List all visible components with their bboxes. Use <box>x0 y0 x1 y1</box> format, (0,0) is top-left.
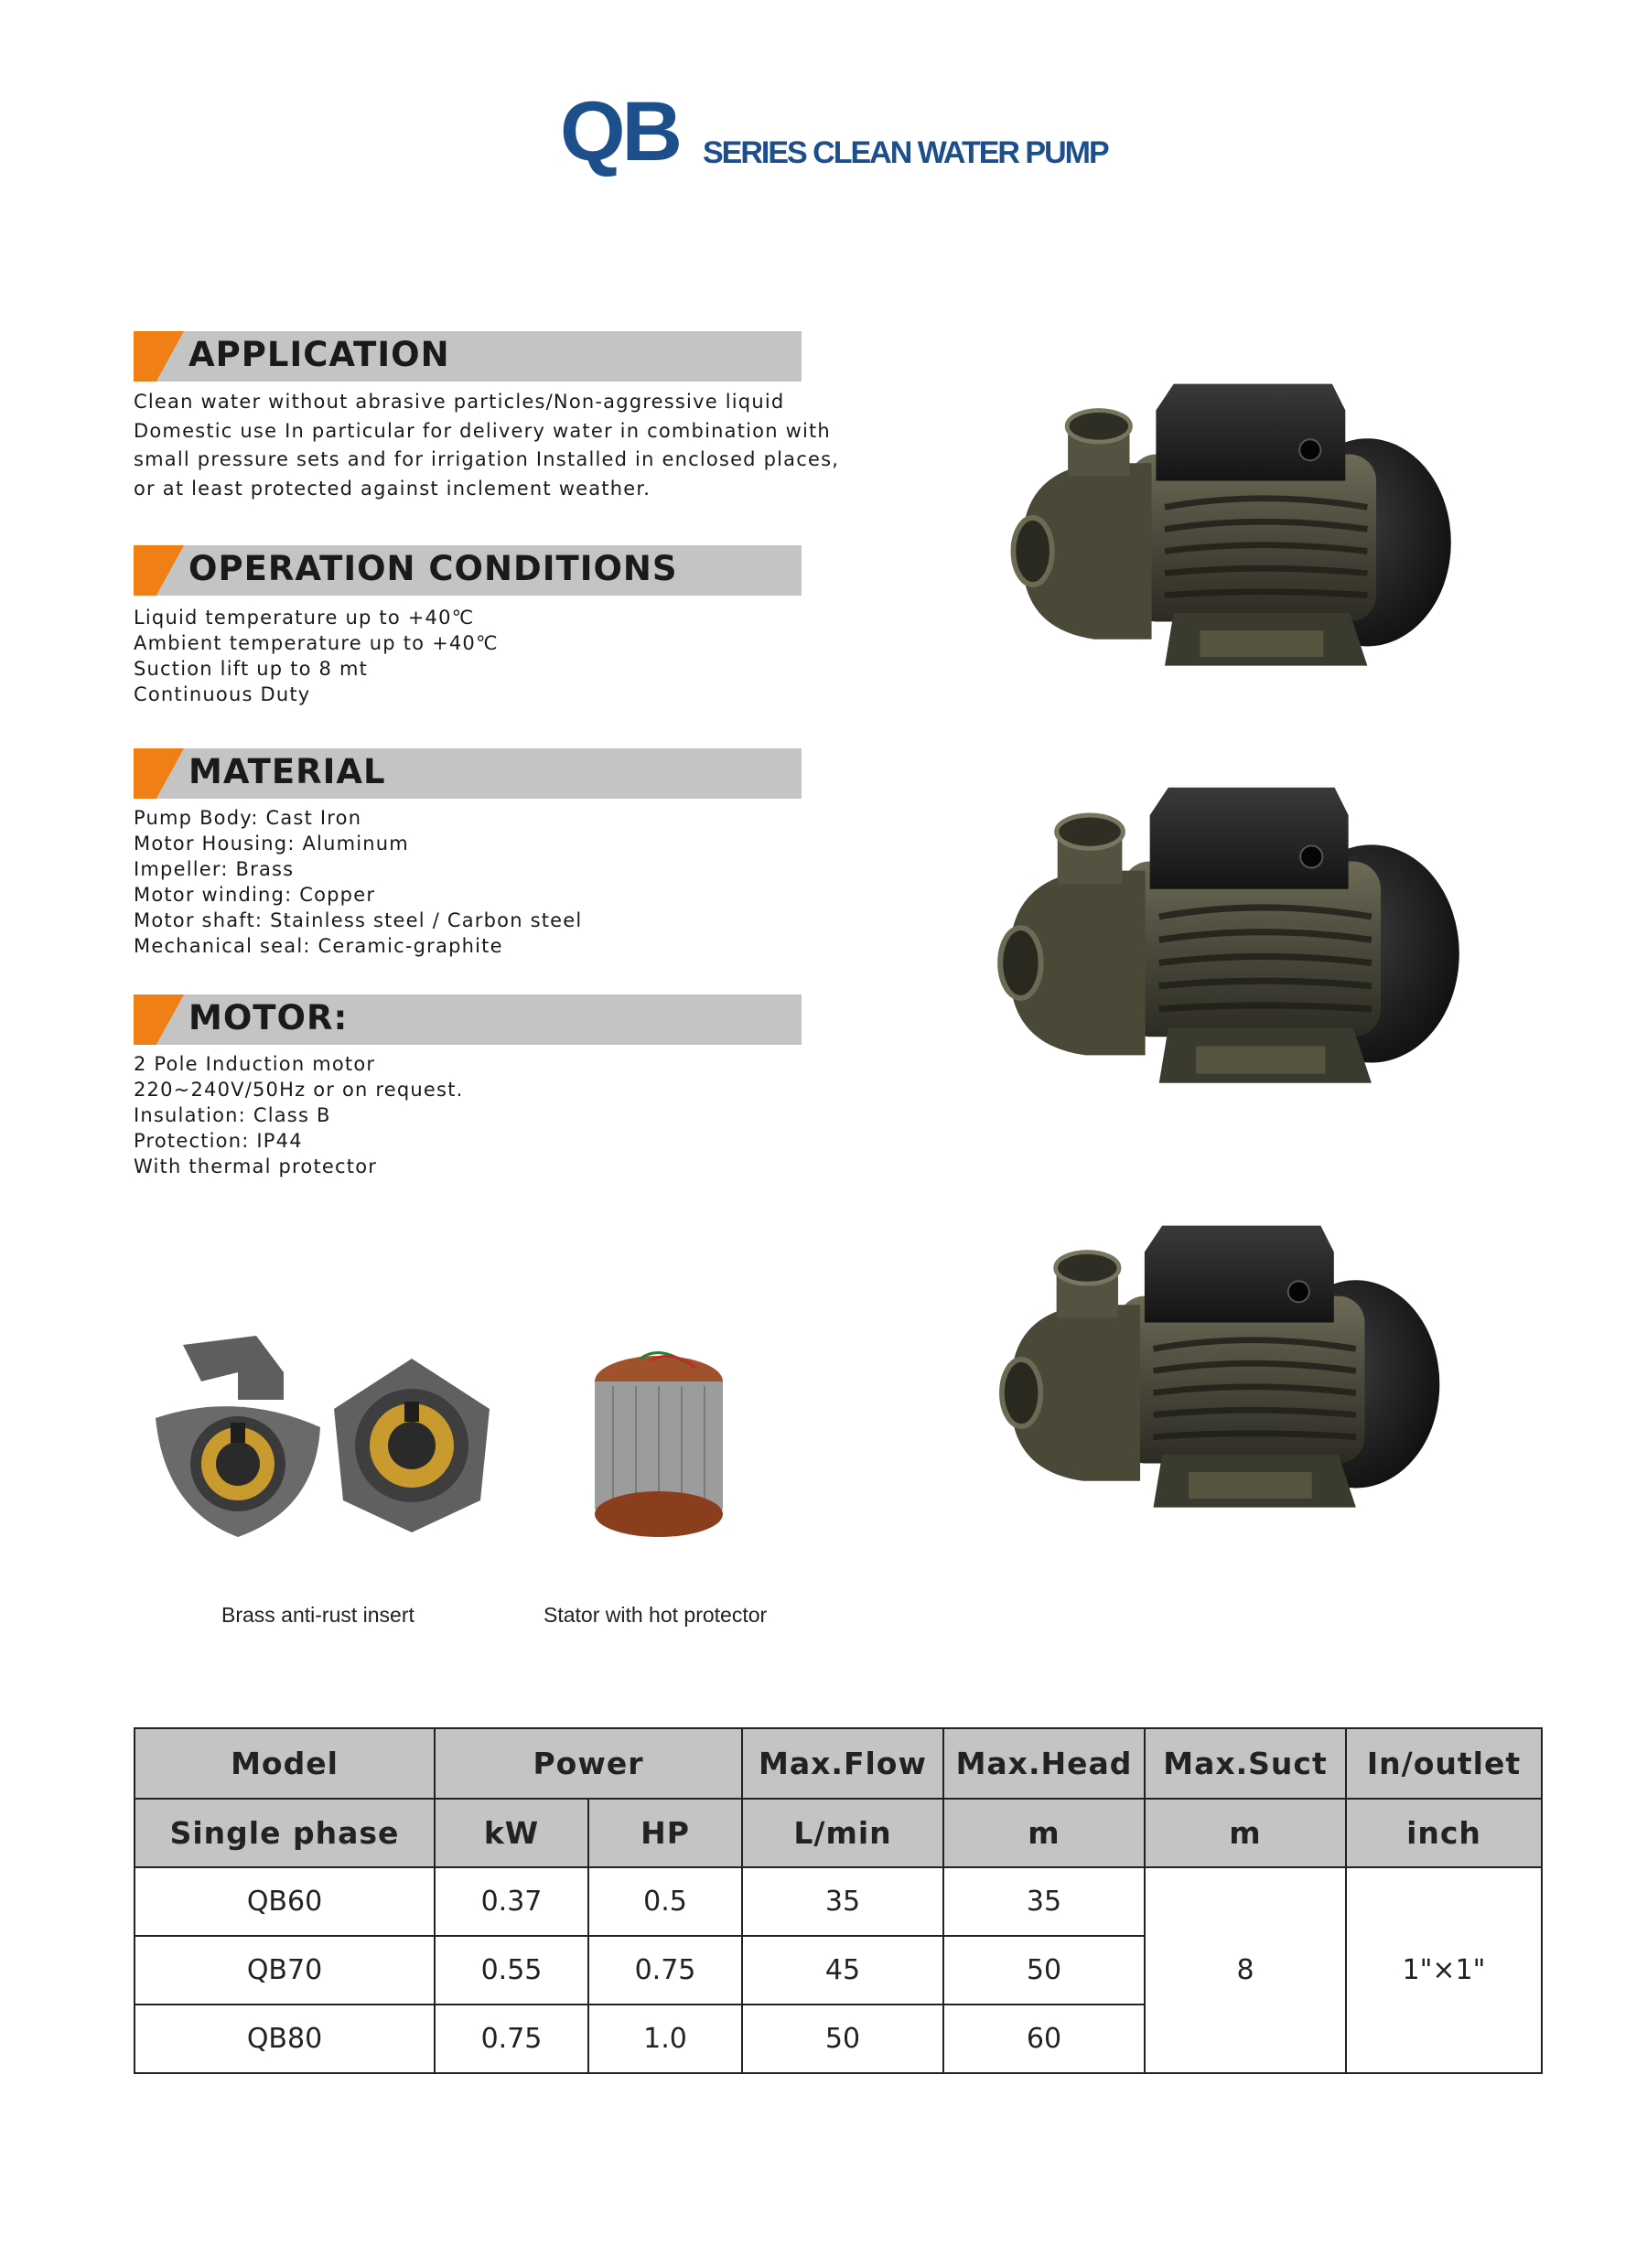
text-line: Clean water without abrasive particles/Non-aggressive liquid <box>134 391 785 413</box>
orange-flag-icon <box>134 994 184 1045</box>
pump-image-2 <box>984 778 1482 1148</box>
stator-caption: Stator with hot protector <box>544 1603 768 1627</box>
flow-cell: 35 <box>742 1867 943 1936</box>
operation-heading: OPERATION CONDITIONS <box>188 549 678 588</box>
table-row <box>135 1867 1542 1936</box>
motor-text <box>134 1051 829 1179</box>
unit-cell: L/min <box>742 1799 943 1867</box>
unit-cell: Single phase <box>135 1799 435 1867</box>
brass-insert-image-1 <box>146 1336 329 1546</box>
unit-cell: HP <box>588 1799 742 1867</box>
header-cell: Max.Flow <box>742 1728 943 1799</box>
specifications-table <box>134 1727 1543 2074</box>
model-cell: QB60 <box>135 1867 435 1936</box>
text-line: With thermal protector <box>134 1155 378 1177</box>
application-header <box>134 331 802 382</box>
orange-flag-icon <box>134 331 184 382</box>
text-line: small pressure sets and for irrigation Installed in enclosed places, <box>134 448 840 470</box>
unit-cell: m <box>1145 1799 1346 1867</box>
header-cell: Max.Head <box>943 1728 1145 1799</box>
text-line: Motor Housing: Aluminum <box>134 833 409 855</box>
motor-heading: MOTOR: <box>188 998 349 1037</box>
material-header <box>134 748 802 799</box>
flow-cell: 45 <box>742 1936 943 2005</box>
operation-header <box>134 545 802 596</box>
text-line: Domestic use In particular for delivery water in combination with <box>134 419 831 442</box>
brass-insert-caption: Brass anti-rust insert <box>221 1603 414 1627</box>
text-line: Pump Body: Cast Iron <box>134 807 362 829</box>
head-cell: 35 <box>943 1867 1145 1936</box>
header-cell: Max.Suct <box>1145 1728 1346 1799</box>
model-cell: QB80 <box>135 2005 435 2073</box>
text-line: 2 Pole Induction motor <box>134 1053 376 1075</box>
brass-insert-image-2 <box>320 1354 503 1537</box>
material-text <box>134 805 829 959</box>
text-line: Ambient temperature up to +40℃ <box>134 632 499 654</box>
inoutlet-cell: 1"×1" <box>1346 1867 1542 2073</box>
material-heading: MATERIAL <box>188 752 386 791</box>
kw-cell: 0.75 <box>435 2005 588 2073</box>
orange-flag-icon <box>134 545 184 596</box>
orange-flag-icon <box>134 748 184 799</box>
text-line: Protection: IP44 <box>134 1130 303 1152</box>
table-unit-row <box>135 1799 1542 1867</box>
operation-text <box>134 605 829 707</box>
hp-cell: 0.75 <box>588 1936 742 2005</box>
text-line: Motor winding: Copper <box>134 884 376 906</box>
head-cell: 60 <box>943 2005 1145 2073</box>
pump-image-3 <box>974 1217 1473 1569</box>
unit-cell: m <box>943 1799 1145 1867</box>
kw-cell: 0.55 <box>435 1936 588 2005</box>
application-heading: APPLICATION <box>188 335 450 374</box>
table-header-row <box>135 1728 1542 1799</box>
pump-image-1 <box>997 375 1473 727</box>
unit-cell: inch <box>1346 1799 1542 1867</box>
suction-cell: 8 <box>1145 1867 1346 2073</box>
text-line: Suction lift up to 8 mt <box>134 658 369 680</box>
header-cell: Power <box>435 1728 742 1799</box>
text-line: Mechanical seal: Ceramic-graphite <box>134 935 503 957</box>
unit-cell: kW <box>435 1799 588 1867</box>
motor-header <box>134 994 802 1045</box>
series-code: QB <box>560 85 679 178</box>
flow-cell: 50 <box>742 2005 943 2073</box>
application-text <box>134 388 840 503</box>
text-line: Motor shaft: Stainless steel / Carbon steel <box>134 909 583 931</box>
hp-cell: 1.0 <box>588 2005 742 2073</box>
text-line: 220~240V/50Hz or on request. <box>134 1079 464 1101</box>
kw-cell: 0.37 <box>435 1867 588 1936</box>
head-cell: 50 <box>943 1936 1145 2005</box>
series-title: SERIES CLEAN WATER PUMP <box>703 135 1108 170</box>
text-line: or at least protected against inclement weather. <box>134 477 651 500</box>
stator-image <box>586 1349 732 1542</box>
model-cell: QB70 <box>135 1936 435 2005</box>
text-line: Impeller: Brass <box>134 858 295 880</box>
text-line: Continuous Duty <box>134 683 311 705</box>
header-cell: Model <box>135 1728 435 1799</box>
header-cell: In/outlet <box>1346 1728 1542 1799</box>
hp-cell: 0.5 <box>588 1867 742 1936</box>
text-line: Liquid temperature up to +40℃ <box>134 607 475 629</box>
text-line: Insulation: Class B <box>134 1104 331 1126</box>
